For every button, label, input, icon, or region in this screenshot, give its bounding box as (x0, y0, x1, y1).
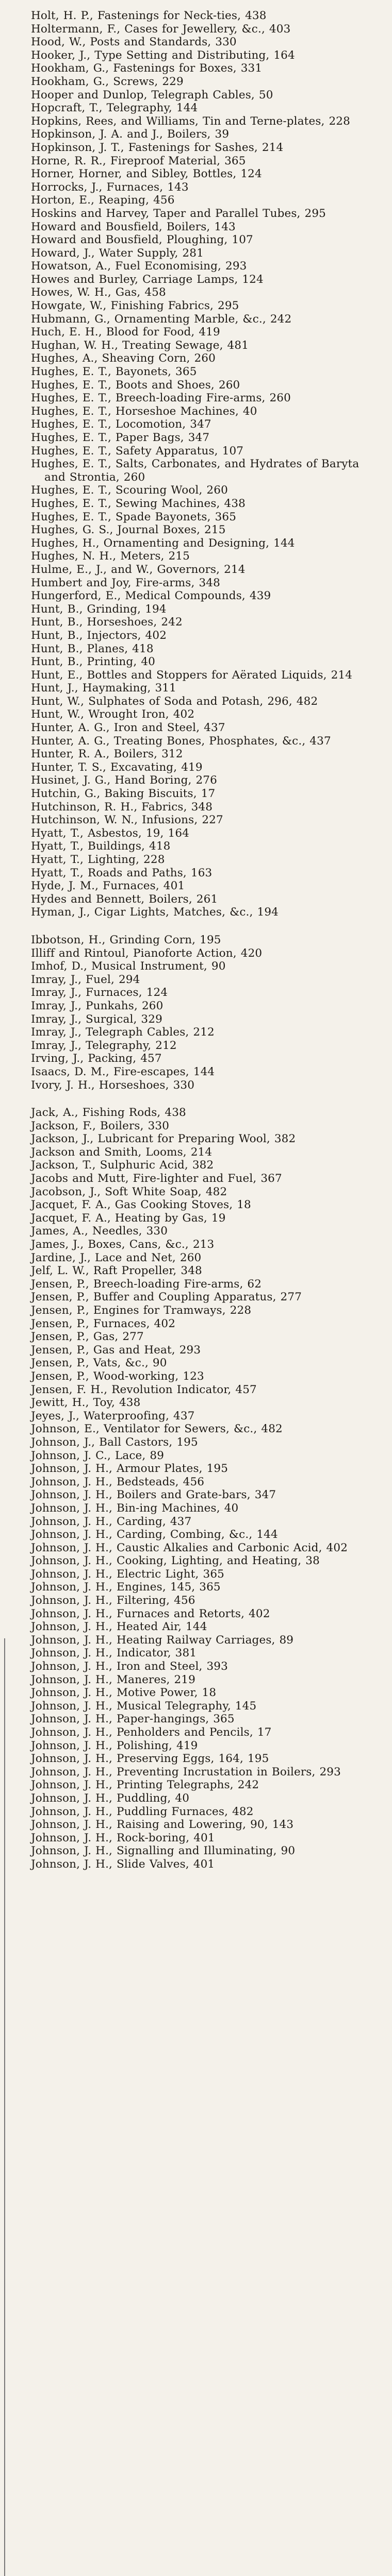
index-entry: Hughes, H., Ornamenting and Designing, 144 (31, 536, 295, 550)
index-entry: Johnson, J. H., Heating Railway Carriages, 89 (31, 1633, 294, 1647)
index-entry: Jacquet, F. A., Heating by Gas, 19 (31, 1211, 226, 1225)
index-entry: Hyde, J. M., Furnaces, 401 (31, 879, 185, 893)
index-entry: Johnson, J. H., Signalling and Illuminating, 90 (31, 1844, 296, 1858)
index-entry: Johnson, J. H., Boilers and Grate-bars, 347 (31, 1488, 276, 1502)
index-entry: Huch, E. H., Blood for Food, 419 (31, 326, 220, 339)
index-entry: Johnson, J. H., Preserving Eggs, 164, 195 (31, 1752, 269, 1766)
index-entry: Hughes, E. T., Breech-loading Fire-arms, 260 (31, 392, 291, 405)
index-entry: Hughes, A., Sheaving Corn, 260 (31, 352, 216, 365)
letter-section-gap (31, 919, 368, 934)
index-entry: Johnson, J. H., Penholders and Pencils, 17 (31, 1726, 272, 1739)
index-entry: Jardine, J., Lace and Net, 260 (31, 1251, 202, 1264)
index-entry: Hooker, J., Type Setting and Distributing, 164 (31, 48, 295, 62)
index-entry: Jackson and Smith, Looms, 214 (31, 1145, 213, 1159)
index-entry: Howgate, W., Finishing Fabrics, 295 (31, 299, 239, 313)
index-entry: Hughes, E. T., Boots and Shoes, 260 (31, 378, 240, 392)
index-entry: Hunter, T. S., Excavating, 419 (31, 760, 203, 774)
index-entry: Jewitt, H., Toy, 438 (31, 1396, 141, 1410)
index-entry: Hunter, A. G., Iron and Steel, 437 (31, 721, 225, 735)
index-entry: Illiff and Rintoul, Pianoforte Action, 420 (31, 946, 263, 960)
index-entry: Hunt, B., Printing, 40 (31, 655, 155, 669)
index-entry: Johnson, J. H., Bedsteads, 456 (31, 1475, 205, 1488)
index-entry: Johnson, J. H., Puddling, 40 (31, 1791, 190, 1805)
index-entry: Hughes, E. T., Salts, Carbonates, and Hydrates of Baryta and Strontia, 260 (31, 457, 360, 484)
index-entry: Imhof, D., Musical Instrument, 90 (31, 960, 226, 973)
index-entry: Hunt, B., Grinding, 194 (31, 602, 167, 616)
index-entry: Horner, Horner, and Sibley, Bottles, 124 (31, 167, 262, 181)
index-entry: Hood, W., Posts and Standards, 330 (31, 36, 237, 49)
index-entry: Hulme, E., J., and W., Governors, 214 (31, 563, 246, 576)
index-entry: Hyman, J., Cigar Lights, Matches, &c., 194 (31, 906, 279, 919)
index-entry: Hunt, W., Sulphates of Soda and Potash, 296, 482 (31, 694, 318, 708)
index-entry: Howard, J., Water Supply, 281 (31, 246, 204, 260)
index-entry: Jensen, P., Gas and Heat, 293 (31, 1343, 201, 1357)
index-entry: Jensen, F. H., Revolution Indicator, 457 (31, 1383, 257, 1396)
index-entry: Johnson, J. C., Lace, 89 (31, 1449, 165, 1462)
index-entry: Johnson, J. H., Motive Power, 18 (31, 1686, 217, 1700)
index-entry: Johnson, J. H., Paper-hangings, 365 (31, 1713, 235, 1726)
index-entry: Johnson, J. H., Caustic Alkalies and Carbonic Acid, 402 (31, 1541, 348, 1554)
index-entry: Ibbotson, H., Grinding Corn, 195 (31, 933, 221, 946)
index-entry: Hunter, R. A., Boilers, 312 (31, 748, 183, 761)
index-entry: Isaacs, D. M., Fire-escapes, 144 (31, 1065, 215, 1078)
index-entry: Johnson, J. H., Furnaces and Retorts, 402 (31, 1607, 270, 1620)
index-entry: Jensen, P., Wood-working, 123 (31, 1369, 204, 1383)
index-entry: Johnson, J. H., Musical Telegraphy, 145 (31, 1699, 257, 1713)
index-entry: Howes, W. H., Gas, 458 (31, 286, 166, 299)
index-entry: Johnson, J. H., Preventing Incrustation in Boilers, 293 (31, 1765, 341, 1778)
index-entry: Johnson, J. H., Bin-ing Machines, 40 (31, 1501, 239, 1515)
index-entry: Johnson, J. H., Puddling Furnaces, 482 (31, 1805, 254, 1818)
index-entry: Hutchinson, W. N., Infusions, 227 (31, 814, 223, 827)
index-entry: Hydes and Bennett, Boilers, 261 (31, 892, 218, 906)
index-entry: Johnson, J. H., Cooking, Lighting, and Heating, 38 (31, 1554, 320, 1568)
index-entry: Howard and Bousfield, Boilers, 143 (31, 220, 236, 233)
index-entry: Hyatt, T., Lighting, 228 (31, 853, 165, 866)
index-entry: Hyatt, T., Asbestos, 19, 164 (31, 826, 189, 840)
index-entry: Hughes, G. S., Journal Boxes, 215 (31, 523, 226, 537)
index-entry: Imray, J., Telegraph Cables, 212 (31, 1026, 215, 1039)
index-entry: Howes and Burley, Carriage Lamps, 124 (31, 273, 264, 286)
index-entry: Jacobs and Mutt, Fire-lighter and Fuel, 367 (31, 1172, 282, 1185)
index-entry: Hunt, B., Horseshoes, 242 (31, 616, 183, 629)
index-entry: Johnson, J. H., Carding, 437 (31, 1515, 192, 1528)
index-entry: Hutchinson, R. H., Fabrics, 348 (31, 800, 213, 814)
index-entry: Johnson, J. H., Raising and Lowering, 90, 143 (31, 1818, 294, 1832)
index-entry: Horrocks, J., Furnaces, 143 (31, 180, 189, 194)
index-entry: Irving, J., Packing, 457 (31, 1052, 162, 1065)
index-entry: Imray, J., Furnaces, 124 (31, 986, 168, 999)
index-entry: Jackson, J., Lubricant for Preparing Wool, 382 (31, 1132, 296, 1146)
index-entry: Johnson, J. H., Printing Telegraphs, 242 (31, 1778, 259, 1792)
index-entry: Hubmann, G., Ornamenting Marble, &c., 242 (31, 312, 292, 326)
index-entry: Hughes, E. T., Spade Bayonets, 365 (31, 510, 237, 523)
index-entry: Johnson, J. H., Engines, 145, 365 (31, 1581, 221, 1594)
index-entry: Jacobson, J., Soft White Soap, 482 (31, 1185, 227, 1198)
index-entry: Husinet, J. G., Hand Boring, 276 (31, 774, 217, 787)
index-entry: Jensen, P., Breech-loading Fire-arms, 62 (31, 1277, 262, 1291)
index-entry: Johnson, J. H., Slide Valves, 401 (31, 1857, 215, 1871)
index-entry: Johnson, E., Ventilator for Sewers, &c., 482 (31, 1422, 283, 1436)
index-entry: Jensen, P., Vats, &c., 90 (31, 1357, 167, 1370)
index-entry: Johnson, J., Ball Castors, 195 (31, 1435, 198, 1449)
index-entry: Hughan, W. H., Treating Sewage, 481 (31, 338, 249, 352)
index-entry: Jackson, F., Boilers, 330 (31, 1119, 170, 1132)
index-entry: Hookham, G., Fastenings for Boxes, 331 (31, 62, 263, 75)
index-entry: Hunt, E., Bottles and Stoppers for Aërated Liquids, 214 (31, 668, 353, 682)
index-entry: Horne, R. R., Fireproof Material, 365 (31, 154, 246, 167)
index-entry: Holtermann, F., Cases for Jewellery, &c., 403 (31, 22, 291, 36)
index-entry: Jack, A., Fishing Rods, 438 (31, 1106, 186, 1120)
index-entry: Hyatt, T., Roads and Paths, 163 (31, 866, 213, 879)
index-entry: Hunt, B., Injectors, 402 (31, 629, 167, 642)
index-entry: Jensen, P., Furnaces, 402 (31, 1317, 176, 1330)
index-entry: Hughes, E. T., Bayonets, 365 (31, 365, 197, 379)
index-entry: Johnson, J. H., Iron and Steel, 393 (31, 1660, 228, 1673)
index-entry: Hunt, B., Planes, 418 (31, 642, 154, 655)
index-entry: Jensen, P., Gas, 277 (31, 1330, 144, 1344)
index-entry: Hughes, E. T., Scouring Wool, 260 (31, 484, 228, 497)
index-entry: Ivory, J. H., Horseshoes, 330 (31, 1078, 195, 1092)
index-entry: Johnson, J. H., Carding, Combing, &c., 144 (31, 1528, 278, 1541)
index-entry: Johnson, J. H., Indicator, 381 (31, 1647, 197, 1660)
index-entry: Hughes, E. T., Safety Apparatus, 107 (31, 444, 244, 457)
index-entry: Hookham, G., Screws, 229 (31, 75, 184, 88)
index-entry: Hungerford, E., Medical Compounds, 439 (31, 589, 271, 603)
index-entry: Hunt, J., Haymaking, 311 (31, 682, 176, 695)
index-entry: Imray, J., Surgical, 329 (31, 1012, 162, 1026)
index-entry: Hoskins and Harvey, Taper and Parallel Tubes, 295 (31, 207, 326, 220)
index-entry: James, A., Needles, 330 (31, 1225, 168, 1238)
index-entry: Hughes, E. T., Paper Bags, 347 (31, 431, 210, 444)
index-entry: Johnson, J. H., Maneres, 219 (31, 1673, 195, 1686)
index-entry: Humbert and Joy, Fire-arms, 348 (31, 576, 220, 589)
index-entry: Hughes, E. T., Sewing Machines, 438 (31, 497, 246, 510)
index-entry: Hopkinson, J. T., Fastenings for Sashes, 214 (31, 141, 284, 154)
letter-section-gap (31, 1092, 368, 1106)
index-entry: Holt, H. P., Fastenings for Neck-ties, 438 (31, 9, 267, 22)
index-entry: Imray, J., Fuel, 294 (31, 973, 140, 986)
index-entry: Jeyes, J., Waterproofing, 437 (31, 1409, 195, 1422)
index-entry: Johnson, J. H., Electric Light, 365 (31, 1567, 224, 1581)
index-entry: Hopcraft, T., Telegraphy, 144 (31, 101, 198, 115)
index-entry: Imray, J., Punkahs, 260 (31, 999, 164, 1012)
index-entry: Johnson, J. H., Polishing, 419 (31, 1739, 198, 1752)
index-entry: Johnson, J. H., Heated Air, 144 (31, 1620, 207, 1634)
index-entry: Johnson, J. H., Filtering, 456 (31, 1594, 195, 1607)
index-entries (31, 9, 368, 1871)
index-entry: Johnson, J. H., Armour Plates, 195 (31, 1462, 228, 1476)
index-entry: Hopkins, Rees, and Williams, Tin and Terne-plates, 228 (31, 114, 350, 128)
index-entry: Horton, E., Reaping, 456 (31, 194, 175, 207)
index-entry: Hutchin, G., Baking Biscuits, 17 (31, 787, 216, 801)
index-entry: Hopkinson, J. A. and J., Boilers, 39 (31, 128, 230, 141)
index-entry: Johnson, J. H., Rock-boring, 401 (31, 1831, 215, 1844)
index-entry: Hughes, E. T., Locomotion, 347 (31, 418, 211, 431)
index-entry: Jensen, P., Buffer and Coupling Apparatus, 277 (31, 1291, 302, 1304)
index-entry: Howatson, A., Fuel Economising, 293 (31, 260, 247, 273)
index-entry: James, J., Boxes, Cans, &c., 213 (31, 1238, 215, 1251)
index-entry: Jacquet, F. A., Gas Cooking Stoves, 18 (31, 1198, 251, 1212)
index-entry: Hyatt, T., Buildings, 418 (31, 840, 171, 853)
index-entry: Imray, J., Telegraphy, 212 (31, 1039, 177, 1052)
index-entry: Jensen, P., Engines for Tramways, 228 (31, 1304, 252, 1317)
index-entry: Hughes, N. H., Meters, 215 (31, 550, 190, 563)
margin-rule (4, 1638, 5, 2576)
index-entry: Hooper and Dunlop, Telegraph Cables, 50 (31, 88, 273, 101)
index-entry: Hunter, A. G., Treating Bones, Phosphates, &c., 437 (31, 734, 331, 748)
index-entry: Hunt, W., Wrought Iron, 402 (31, 708, 195, 721)
index-entry: Jelf, L. W., Raft Propeller, 348 (31, 1264, 202, 1278)
index-entry: Hughes, E. T., Horseshoe Machines, 40 (31, 404, 257, 418)
index-entry: Jackson, T., Sulphuric Acid, 382 (31, 1159, 214, 1172)
index-entry: Howard and Bousfield, Ploughing, 107 (31, 233, 253, 247)
